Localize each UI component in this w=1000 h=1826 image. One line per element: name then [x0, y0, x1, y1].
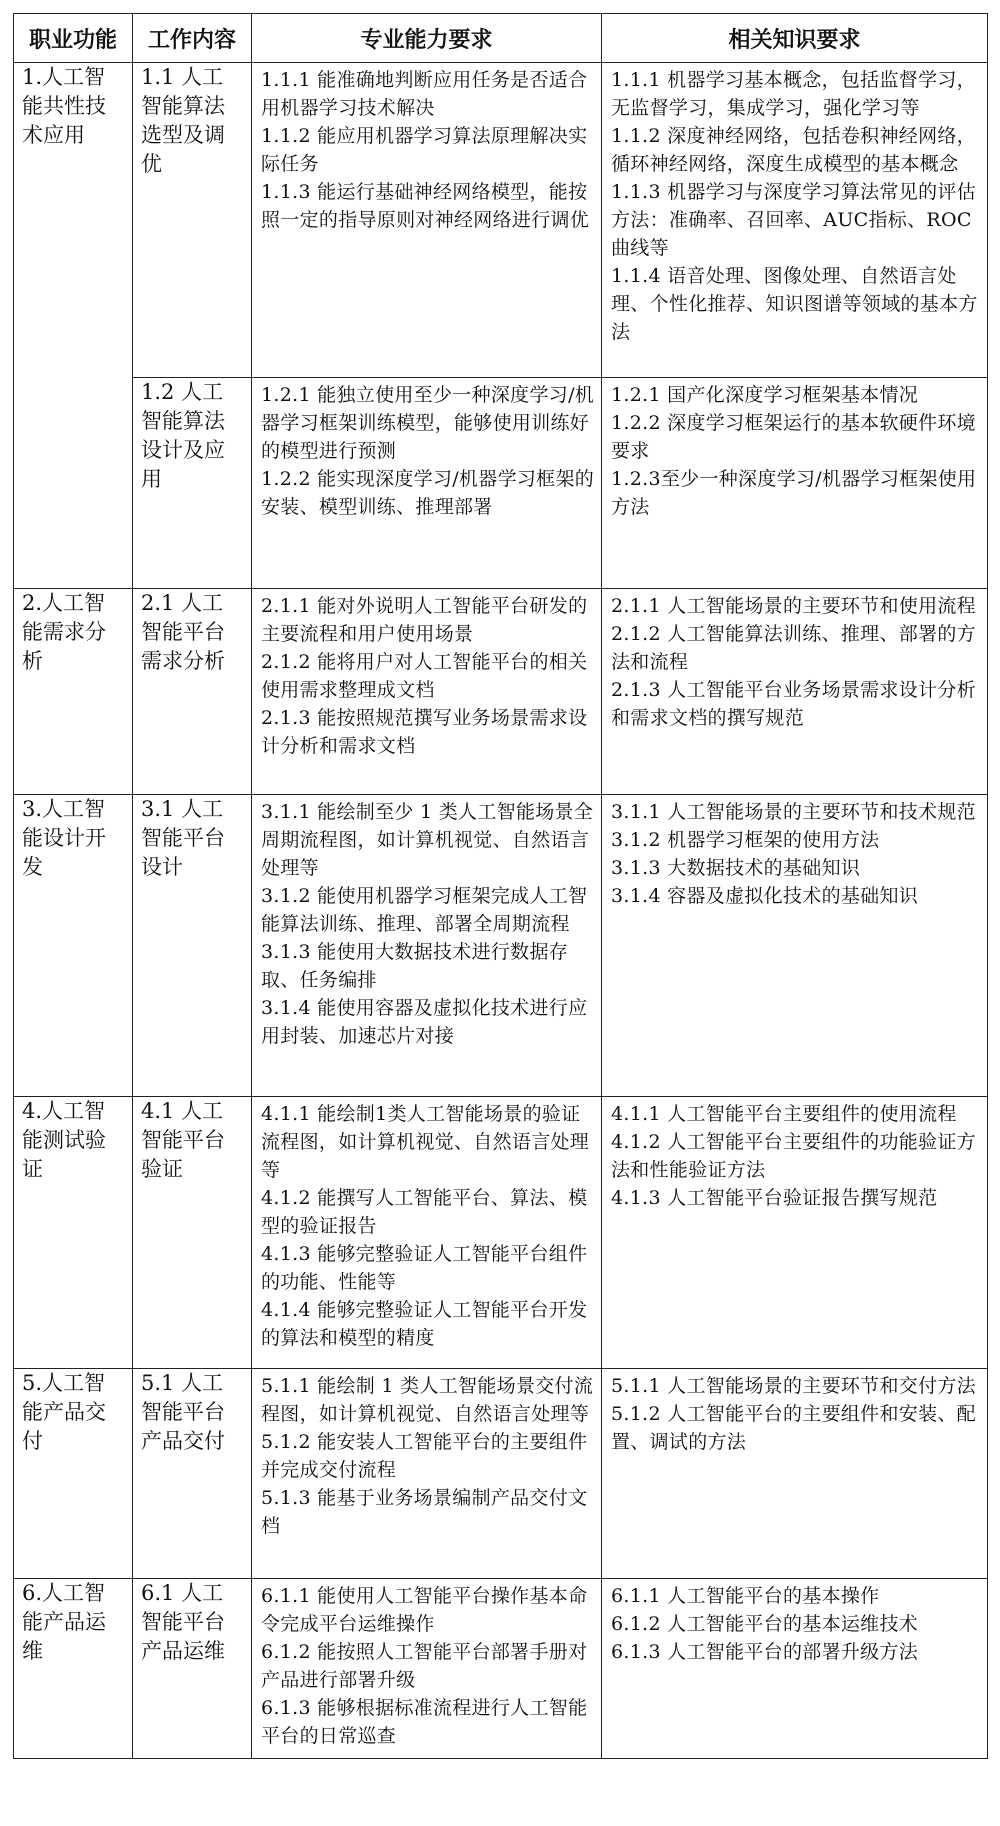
skill-item: 6.1.2 能按照人工智能平台部署手册对产品进行部署升级	[261, 1641, 588, 1691]
knowledge-item: 2.1.1 人工智能场景的主要环节和使用流程	[611, 595, 976, 617]
skill-item: 3.1.2 能使用机器学习框架完成人工智能算法训练、推理、部署全周期流程	[261, 885, 588, 935]
skill-item: 1.2.1 能独立使用至少一种深度学习/机器学习框架训练模型，能够使用训练好的模型进行预测	[261, 384, 595, 462]
skills-cell	[252, 378, 602, 589]
content-cell: 1.1 人工智能算法选型及调优	[133, 63, 252, 378]
content-cell: 2.1 人工智能平台需求分析	[133, 589, 252, 795]
document-page	[13, 13, 987, 1813]
knowledge-item: 6.1.3 人工智能平台的部署升级方法	[611, 1641, 919, 1663]
skills-cell	[252, 1369, 602, 1579]
table-row	[14, 1097, 988, 1369]
skill-item: 2.1.1 能对外说明人工智能平台研发的主要流程和用户使用场景	[261, 595, 588, 645]
knowledge-item: 1.1.1 机器学习基本概念，包括监督学习，无监督学习，集成学习，强化学习等	[611, 69, 976, 119]
knowledge-cell	[602, 1097, 988, 1369]
knowledge-item: 3.1.1 人工智能场景的主要环节和技术规范	[611, 801, 976, 823]
header-function: 职业功能	[14, 14, 133, 63]
knowledge-cell	[602, 63, 988, 378]
skill-item: 5.1.3 能基于业务场景编制产品交付文档	[261, 1487, 588, 1537]
skills-cell	[252, 795, 602, 1097]
skills-cell	[252, 589, 602, 795]
skill-item: 6.1.3 能够根据标准流程进行人工智能平台的日常巡查	[261, 1697, 588, 1747]
function-cell: 6.人工智能产品运维	[14, 1579, 133, 1759]
knowledge-item: 5.1.2 人工智能平台的主要组件和安装、配置、调试的方法	[611, 1403, 976, 1453]
knowledge-item: 4.1.3 人工智能平台验证报告撰写规范	[611, 1187, 938, 1209]
content-cell: 1.2 人工智能算法设计及应用	[133, 378, 252, 589]
skill-item: 1.1.1 能准确地判断应用任务是否适合用机器学习技术解决	[261, 69, 588, 119]
function-cell: 1.人工智能共性技术应用	[14, 63, 133, 589]
table-row	[14, 1369, 988, 1579]
knowledge-cell	[602, 1579, 988, 1759]
skill-item: 2.1.2 能将用户对人工智能平台的相关使用需求整理成文档	[261, 651, 588, 701]
knowledge-item: 1.2.2 深度学习框架运行的基本软硬件环境要求	[611, 412, 976, 462]
knowledge-cell	[602, 1369, 988, 1579]
skills-cell	[252, 1579, 602, 1759]
skill-item: 2.1.3 能按照规范撰写业务场景需求设计分析和需求文档	[261, 707, 588, 757]
header-skills: 专业能力要求	[252, 14, 602, 63]
knowledge-item: 6.1.1 人工智能平台的基本操作	[611, 1585, 880, 1607]
knowledge-item: 2.1.2 人工智能算法训练、推理、部署的方法和流程	[611, 623, 976, 673]
skill-item: 6.1.1 能使用人工智能平台操作基本命令完成平台运维操作	[261, 1585, 588, 1635]
knowledge-item: 1.1.3 机器学习与深度学习算法常见的评估方法：准确率、召回率、AUC指标、ROC曲线等	[611, 181, 976, 259]
skills-requirements-table	[13, 13, 988, 1759]
content-cell: 6.1 人工智能平台产品运维	[133, 1579, 252, 1759]
skill-item: 1.2.2 能实现深度学习/机器学习框架的安装、模型训练、推理部署	[261, 468, 595, 518]
skill-item: 5.1.2 能安装人工智能平台的主要组件并完成交付流程	[261, 1431, 588, 1481]
function-cell: 5.人工智能产品交付	[14, 1369, 133, 1579]
skill-item: 4.1.4 能够完整验证人工智能平台开发的算法和模型的精度	[261, 1299, 588, 1349]
skill-item: 4.1.2 能撰写人工智能平台、算法、模型的验证报告	[261, 1187, 588, 1237]
knowledge-item: 1.2.1 国产化深度学习框架基本情况	[611, 384, 919, 406]
knowledge-item: 4.1.1 人工智能平台主要组件的使用流程	[611, 1103, 957, 1125]
function-cell: 4.人工智能测试验证	[14, 1097, 133, 1369]
knowledge-item: 3.1.4 容器及虚拟化技术的基础知识	[611, 885, 919, 907]
function-cell: 3.人工智能设计开发	[14, 795, 133, 1097]
skill-item: 5.1.1 能绘制 1 类人工智能场景交付流程图，如计算机视觉、自然语言处理等	[261, 1375, 594, 1425]
skill-item: 3.1.1 能绘制至少 1 类人工智能场景全周期流程图，如计算机视觉、自然语言处理等	[261, 801, 594, 879]
knowledge-cell	[602, 795, 988, 1097]
knowledge-item: 1.1.2 深度神经网络，包括卷积神经网络，循环神经网络，深度生成模型的基本概念	[611, 125, 976, 175]
knowledge-cell	[602, 378, 988, 589]
knowledge-cell	[602, 589, 988, 795]
knowledge-item: 4.1.2 人工智能平台主要组件的功能验证方法和性能验证方法	[611, 1131, 976, 1181]
table-row	[14, 589, 988, 795]
knowledge-item: 3.1.2 机器学习框架的使用方法	[611, 829, 880, 851]
knowledge-item: 1.1.4 语音处理、图像处理、自然语言处理、个性化推荐、知识图谱等领域的基本方法	[611, 265, 978, 343]
skill-item: 4.1.3 能够完整验证人工智能平台组件的功能、性能等	[261, 1243, 588, 1293]
header-content: 工作内容	[133, 14, 252, 63]
table-row	[14, 63, 988, 378]
knowledge-item: 5.1.1 人工智能场景的主要环节和交付方法	[611, 1375, 976, 1397]
skill-item: 4.1.1 能绘制1类人工智能场景的验证流程图，如计算机视觉、自然语言处理等	[261, 1103, 590, 1181]
table-row	[14, 1579, 988, 1759]
knowledge-item: 6.1.2 人工智能平台的基本运维技术	[611, 1613, 919, 1635]
skills-cell	[252, 1097, 602, 1369]
knowledge-item: 1.2.3至少一种深度学习/机器学习框架使用方法	[611, 468, 977, 518]
header-knowledge: 相关知识要求	[602, 14, 988, 63]
knowledge-item: 2.1.3 人工智能平台业务场景需求设计分析和需求文档的撰写规范	[611, 679, 976, 729]
skills-cell	[252, 63, 602, 378]
skill-item: 3.1.3 能使用大数据技术进行数据存取、任务编排	[261, 941, 569, 991]
table-row	[14, 795, 988, 1097]
content-cell: 4.1 人工智能平台验证	[133, 1097, 252, 1369]
skill-item: 1.1.2 能应用机器学习算法原理解决实际任务	[261, 125, 588, 175]
content-cell: 5.1 人工智能平台产品交付	[133, 1369, 252, 1579]
function-cell: 2.人工智能需求分析	[14, 589, 133, 795]
table-header-row	[14, 14, 988, 63]
skill-item: 3.1.4 能使用容器及虚拟化技术进行应用封装、加速芯片对接	[261, 997, 588, 1047]
knowledge-item: 3.1.3 大数据技术的基础知识	[611, 857, 861, 879]
skill-item: 1.1.3 能运行基础神经网络模型，能按照一定的指导原则对神经网络进行调优	[261, 181, 590, 231]
content-cell: 3.1 人工智能平台设计	[133, 795, 252, 1097]
table-row	[14, 378, 988, 589]
